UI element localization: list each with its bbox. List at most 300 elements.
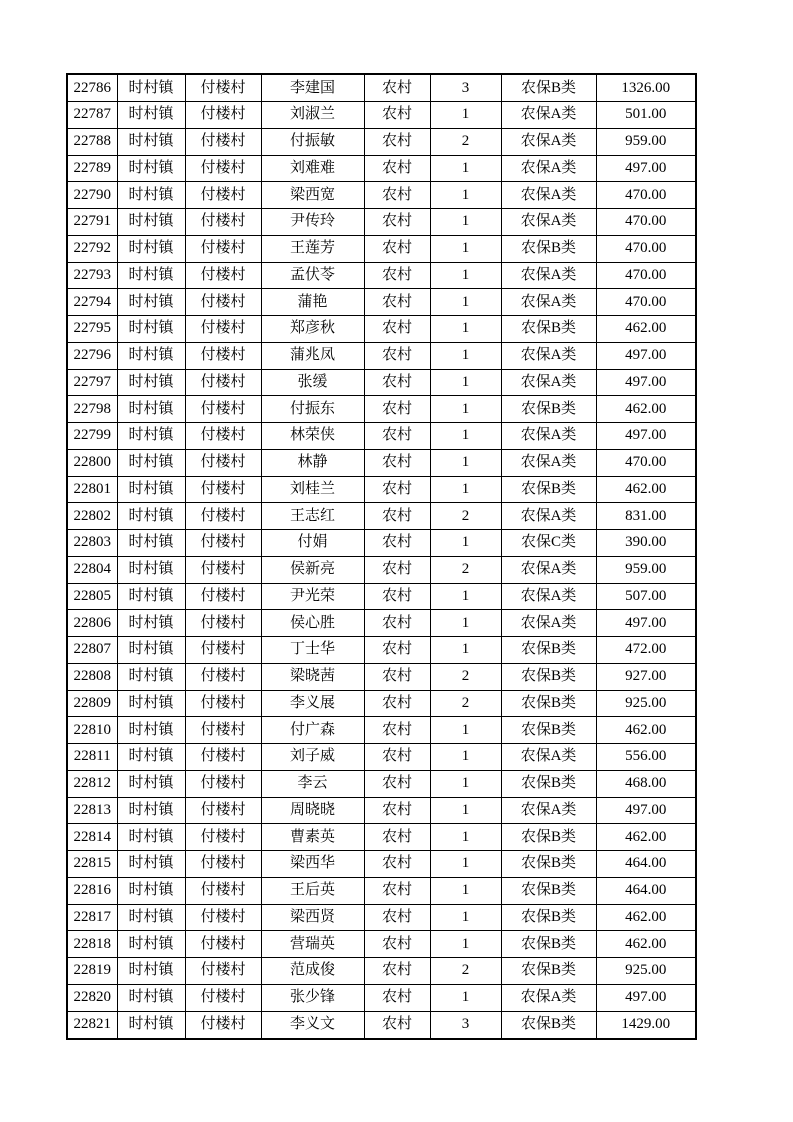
cell-town: 时村镇 bbox=[117, 663, 185, 690]
table-row bbox=[67, 610, 696, 637]
cell-amount: 472.00 bbox=[596, 637, 696, 664]
cell-village: 付楼村 bbox=[185, 690, 261, 717]
cell-person-name: 范成俊 bbox=[261, 958, 364, 985]
cell-insurance-category: 农保B类 bbox=[501, 931, 596, 958]
cell-village: 付楼村 bbox=[185, 610, 261, 637]
cell-area-type: 农村 bbox=[364, 316, 430, 343]
cell-town: 时村镇 bbox=[117, 958, 185, 985]
cell-person-name: 付广森 bbox=[261, 717, 364, 744]
cell-town: 时村镇 bbox=[117, 770, 185, 797]
cell-village: 付楼村 bbox=[185, 316, 261, 343]
cell-person-count: 1 bbox=[430, 637, 501, 664]
cell-insurance-category: 农保A类 bbox=[501, 342, 596, 369]
cell-area-type: 农村 bbox=[364, 369, 430, 396]
cell-village: 付楼村 bbox=[185, 824, 261, 851]
cell-record-id: 22819 bbox=[67, 958, 117, 985]
cell-insurance-category: 农保A类 bbox=[501, 556, 596, 583]
cell-town: 时村镇 bbox=[117, 74, 185, 102]
cell-person-name: 刘淑兰 bbox=[261, 102, 364, 129]
cell-insurance-category: 农保B类 bbox=[501, 904, 596, 931]
cell-area-type: 农村 bbox=[364, 958, 430, 985]
cell-village: 付楼村 bbox=[185, 797, 261, 824]
cell-person-name: 刘子威 bbox=[261, 744, 364, 771]
cell-amount: 501.00 bbox=[596, 102, 696, 129]
cell-record-id: 22818 bbox=[67, 931, 117, 958]
cell-person-count: 2 bbox=[430, 556, 501, 583]
cell-area-type: 农村 bbox=[364, 931, 430, 958]
table-row bbox=[67, 877, 696, 904]
cell-record-id: 22805 bbox=[67, 583, 117, 610]
cell-area-type: 农村 bbox=[364, 262, 430, 289]
cell-village: 付楼村 bbox=[185, 128, 261, 155]
cell-person-name: 梁西华 bbox=[261, 851, 364, 878]
cell-area-type: 农村 bbox=[364, 182, 430, 209]
cell-amount: 462.00 bbox=[596, 316, 696, 343]
cell-town: 时村镇 bbox=[117, 851, 185, 878]
cell-amount: 462.00 bbox=[596, 931, 696, 958]
cell-area-type: 农村 bbox=[364, 1011, 430, 1039]
cell-person-count: 1 bbox=[430, 476, 501, 503]
cell-area-type: 农村 bbox=[364, 423, 430, 450]
cell-town: 时村镇 bbox=[117, 824, 185, 851]
cell-town: 时村镇 bbox=[117, 904, 185, 931]
cell-amount: 470.00 bbox=[596, 182, 696, 209]
cell-insurance-category: 农保A类 bbox=[501, 155, 596, 182]
cell-person-name: 付振敏 bbox=[261, 128, 364, 155]
cell-record-id: 22817 bbox=[67, 904, 117, 931]
cell-record-id: 22786 bbox=[67, 74, 117, 102]
cell-record-id: 22794 bbox=[67, 289, 117, 316]
table-row bbox=[67, 449, 696, 476]
table-row bbox=[67, 824, 696, 851]
cell-area-type: 农村 bbox=[364, 503, 430, 530]
cell-town: 时村镇 bbox=[117, 155, 185, 182]
cell-area-type: 农村 bbox=[364, 476, 430, 503]
table-row bbox=[67, 396, 696, 423]
cell-record-id: 22810 bbox=[67, 717, 117, 744]
cell-town: 时村镇 bbox=[117, 235, 185, 262]
cell-area-type: 农村 bbox=[364, 102, 430, 129]
cell-area-type: 农村 bbox=[364, 209, 430, 236]
cell-amount: 470.00 bbox=[596, 289, 696, 316]
cell-record-id: 22816 bbox=[67, 877, 117, 904]
table-row bbox=[67, 102, 696, 129]
cell-insurance-category: 农保A类 bbox=[501, 102, 596, 129]
cell-amount: 497.00 bbox=[596, 155, 696, 182]
cell-village: 付楼村 bbox=[185, 877, 261, 904]
cell-record-id: 22802 bbox=[67, 503, 117, 530]
cell-person-name: 侯新亮 bbox=[261, 556, 364, 583]
cell-person-name: 张少锋 bbox=[261, 984, 364, 1011]
cell-area-type: 农村 bbox=[364, 235, 430, 262]
table-row bbox=[67, 262, 696, 289]
cell-person-count: 1 bbox=[430, 824, 501, 851]
cell-insurance-category: 农保A类 bbox=[501, 583, 596, 610]
cell-insurance-category: 农保B类 bbox=[501, 396, 596, 423]
cell-amount: 507.00 bbox=[596, 583, 696, 610]
cell-amount: 959.00 bbox=[596, 556, 696, 583]
cell-record-id: 22798 bbox=[67, 396, 117, 423]
cell-village: 付楼村 bbox=[185, 289, 261, 316]
cell-record-id: 22796 bbox=[67, 342, 117, 369]
cell-village: 付楼村 bbox=[185, 423, 261, 450]
cell-amount: 464.00 bbox=[596, 877, 696, 904]
cell-insurance-category: 农保B类 bbox=[501, 958, 596, 985]
cell-record-id: 22803 bbox=[67, 530, 117, 557]
table-row bbox=[67, 182, 696, 209]
table-row bbox=[67, 717, 696, 744]
cell-person-count: 2 bbox=[430, 503, 501, 530]
cell-amount: 470.00 bbox=[596, 449, 696, 476]
cell-area-type: 农村 bbox=[364, 396, 430, 423]
cell-person-name: 尹光荣 bbox=[261, 583, 364, 610]
cell-person-name: 李义展 bbox=[261, 690, 364, 717]
cell-person-count: 1 bbox=[430, 583, 501, 610]
insurance-payment-table bbox=[66, 73, 697, 1040]
cell-record-id: 22814 bbox=[67, 824, 117, 851]
cell-insurance-category: 农保A类 bbox=[501, 262, 596, 289]
table-row bbox=[67, 637, 696, 664]
cell-town: 时村镇 bbox=[117, 1011, 185, 1039]
cell-record-id: 22791 bbox=[67, 209, 117, 236]
cell-person-count: 1 bbox=[430, 530, 501, 557]
cell-record-id: 22789 bbox=[67, 155, 117, 182]
cell-town: 时村镇 bbox=[117, 637, 185, 664]
cell-person-name: 刘难难 bbox=[261, 155, 364, 182]
cell-person-count: 1 bbox=[430, 316, 501, 343]
cell-amount: 470.00 bbox=[596, 209, 696, 236]
cell-amount: 497.00 bbox=[596, 610, 696, 637]
cell-record-id: 22795 bbox=[67, 316, 117, 343]
cell-town: 时村镇 bbox=[117, 396, 185, 423]
table-row bbox=[67, 851, 696, 878]
cell-village: 付楼村 bbox=[185, 1011, 261, 1039]
cell-person-name: 付娟 bbox=[261, 530, 364, 557]
cell-amount: 464.00 bbox=[596, 851, 696, 878]
cell-record-id: 22792 bbox=[67, 235, 117, 262]
cell-insurance-category: 农保B类 bbox=[501, 316, 596, 343]
cell-town: 时村镇 bbox=[117, 316, 185, 343]
cell-amount: 959.00 bbox=[596, 128, 696, 155]
cell-village: 付楼村 bbox=[185, 182, 261, 209]
cell-amount: 462.00 bbox=[596, 396, 696, 423]
cell-village: 付楼村 bbox=[185, 931, 261, 958]
cell-amount: 925.00 bbox=[596, 690, 696, 717]
cell-village: 付楼村 bbox=[185, 396, 261, 423]
table-row bbox=[67, 316, 696, 343]
cell-record-id: 22804 bbox=[67, 556, 117, 583]
cell-area-type: 农村 bbox=[364, 530, 430, 557]
cell-person-count: 1 bbox=[430, 209, 501, 236]
cell-insurance-category: 农保B类 bbox=[501, 637, 596, 664]
cell-village: 付楼村 bbox=[185, 583, 261, 610]
cell-insurance-category: 农保A类 bbox=[501, 503, 596, 530]
cell-area-type: 农村 bbox=[364, 824, 430, 851]
cell-person-count: 1 bbox=[430, 262, 501, 289]
cell-person-name: 曹素英 bbox=[261, 824, 364, 851]
cell-record-id: 22821 bbox=[67, 1011, 117, 1039]
cell-record-id: 22801 bbox=[67, 476, 117, 503]
cell-insurance-category: 农保B类 bbox=[501, 877, 596, 904]
cell-insurance-category: 农保B类 bbox=[501, 851, 596, 878]
cell-village: 付楼村 bbox=[185, 770, 261, 797]
cell-village: 付楼村 bbox=[185, 717, 261, 744]
cell-insurance-category: 农保A类 bbox=[501, 984, 596, 1011]
cell-amount: 497.00 bbox=[596, 342, 696, 369]
cell-person-name: 丁士华 bbox=[261, 637, 364, 664]
table-row bbox=[67, 690, 696, 717]
cell-person-count: 1 bbox=[430, 904, 501, 931]
cell-person-count: 1 bbox=[430, 396, 501, 423]
cell-insurance-category: 农保B类 bbox=[501, 770, 596, 797]
table-row bbox=[67, 423, 696, 450]
table-row bbox=[67, 583, 696, 610]
cell-village: 付楼村 bbox=[185, 904, 261, 931]
cell-person-count: 1 bbox=[430, 182, 501, 209]
cell-amount: 1326.00 bbox=[596, 74, 696, 102]
cell-person-name: 刘桂兰 bbox=[261, 476, 364, 503]
cell-person-count: 1 bbox=[430, 449, 501, 476]
cell-insurance-category: 农保B类 bbox=[501, 74, 596, 102]
table-row bbox=[67, 663, 696, 690]
cell-record-id: 22815 bbox=[67, 851, 117, 878]
cell-amount: 462.00 bbox=[596, 717, 696, 744]
cell-person-count: 1 bbox=[430, 289, 501, 316]
cell-person-name: 梁西宽 bbox=[261, 182, 364, 209]
cell-town: 时村镇 bbox=[117, 583, 185, 610]
cell-person-name: 王后英 bbox=[261, 877, 364, 904]
cell-town: 时村镇 bbox=[117, 476, 185, 503]
cell-area-type: 农村 bbox=[364, 877, 430, 904]
cell-village: 付楼村 bbox=[185, 663, 261, 690]
cell-insurance-category: 农保B类 bbox=[501, 476, 596, 503]
cell-area-type: 农村 bbox=[364, 449, 430, 476]
cell-town: 时村镇 bbox=[117, 690, 185, 717]
cell-town: 时村镇 bbox=[117, 556, 185, 583]
cell-town: 时村镇 bbox=[117, 530, 185, 557]
cell-town: 时村镇 bbox=[117, 289, 185, 316]
cell-person-count: 3 bbox=[430, 74, 501, 102]
table-row bbox=[67, 770, 696, 797]
cell-person-count: 3 bbox=[430, 1011, 501, 1039]
cell-area-type: 农村 bbox=[364, 128, 430, 155]
cell-amount: 462.00 bbox=[596, 476, 696, 503]
cell-insurance-category: 农保A类 bbox=[501, 369, 596, 396]
cell-village: 付楼村 bbox=[185, 744, 261, 771]
cell-village: 付楼村 bbox=[185, 102, 261, 129]
table-row bbox=[67, 235, 696, 262]
cell-insurance-category: 农保A类 bbox=[501, 182, 596, 209]
table-row bbox=[67, 904, 696, 931]
table-row bbox=[67, 476, 696, 503]
cell-town: 时村镇 bbox=[117, 717, 185, 744]
cell-record-id: 22809 bbox=[67, 690, 117, 717]
cell-village: 付楼村 bbox=[185, 235, 261, 262]
cell-record-id: 22788 bbox=[67, 128, 117, 155]
cell-insurance-category: 农保A类 bbox=[501, 744, 596, 771]
cell-person-count: 1 bbox=[430, 102, 501, 129]
cell-person-name: 林荣侠 bbox=[261, 423, 364, 450]
cell-town: 时村镇 bbox=[117, 262, 185, 289]
cell-village: 付楼村 bbox=[185, 449, 261, 476]
cell-village: 付楼村 bbox=[185, 503, 261, 530]
cell-person-count: 1 bbox=[430, 610, 501, 637]
cell-person-count: 1 bbox=[430, 155, 501, 182]
cell-amount: 556.00 bbox=[596, 744, 696, 771]
cell-town: 时村镇 bbox=[117, 877, 185, 904]
cell-village: 付楼村 bbox=[185, 74, 261, 102]
cell-person-name: 侯心胜 bbox=[261, 610, 364, 637]
cell-area-type: 农村 bbox=[364, 637, 430, 664]
cell-record-id: 22813 bbox=[67, 797, 117, 824]
cell-record-id: 22787 bbox=[67, 102, 117, 129]
cell-town: 时村镇 bbox=[117, 369, 185, 396]
cell-area-type: 农村 bbox=[364, 851, 430, 878]
cell-insurance-category: 农保A类 bbox=[501, 128, 596, 155]
cell-area-type: 农村 bbox=[364, 717, 430, 744]
cell-record-id: 22808 bbox=[67, 663, 117, 690]
cell-person-count: 1 bbox=[430, 770, 501, 797]
cell-person-count: 1 bbox=[430, 342, 501, 369]
cell-person-count: 2 bbox=[430, 663, 501, 690]
cell-person-name: 郑彦秋 bbox=[261, 316, 364, 343]
table-row bbox=[67, 128, 696, 155]
cell-insurance-category: 农保A类 bbox=[501, 423, 596, 450]
cell-person-name: 李建国 bbox=[261, 74, 364, 102]
cell-amount: 925.00 bbox=[596, 958, 696, 985]
cell-person-count: 1 bbox=[430, 931, 501, 958]
cell-person-name: 李云 bbox=[261, 770, 364, 797]
cell-town: 时村镇 bbox=[117, 182, 185, 209]
cell-insurance-category: 农保C类 bbox=[501, 530, 596, 557]
table-row bbox=[67, 342, 696, 369]
cell-person-name: 蒲艳 bbox=[261, 289, 364, 316]
cell-person-count: 1 bbox=[430, 235, 501, 262]
cell-record-id: 22806 bbox=[67, 610, 117, 637]
table-row bbox=[67, 1011, 696, 1039]
cell-town: 时村镇 bbox=[117, 984, 185, 1011]
cell-insurance-category: 农保B类 bbox=[501, 690, 596, 717]
cell-village: 付楼村 bbox=[185, 369, 261, 396]
cell-amount: 497.00 bbox=[596, 797, 696, 824]
cell-record-id: 22797 bbox=[67, 369, 117, 396]
cell-town: 时村镇 bbox=[117, 931, 185, 958]
cell-town: 时村镇 bbox=[117, 744, 185, 771]
cell-village: 付楼村 bbox=[185, 155, 261, 182]
cell-record-id: 22820 bbox=[67, 984, 117, 1011]
cell-person-name: 周晓晓 bbox=[261, 797, 364, 824]
cell-area-type: 农村 bbox=[364, 155, 430, 182]
cell-insurance-category: 农保A类 bbox=[501, 610, 596, 637]
cell-area-type: 农村 bbox=[364, 74, 430, 102]
cell-area-type: 农村 bbox=[364, 770, 430, 797]
cell-amount: 497.00 bbox=[596, 984, 696, 1011]
cell-person-count: 1 bbox=[430, 797, 501, 824]
cell-area-type: 农村 bbox=[364, 797, 430, 824]
cell-person-count: 2 bbox=[430, 128, 501, 155]
cell-insurance-category: 农保A类 bbox=[501, 449, 596, 476]
table-row bbox=[67, 931, 696, 958]
cell-insurance-category: 农保B类 bbox=[501, 663, 596, 690]
table-row bbox=[67, 503, 696, 530]
cell-town: 时村镇 bbox=[117, 342, 185, 369]
cell-town: 时村镇 bbox=[117, 503, 185, 530]
cell-record-id: 22793 bbox=[67, 262, 117, 289]
cell-insurance-category: 农保B类 bbox=[501, 235, 596, 262]
cell-area-type: 农村 bbox=[364, 690, 430, 717]
table-body bbox=[67, 74, 696, 1039]
table-row bbox=[67, 556, 696, 583]
cell-record-id: 22799 bbox=[67, 423, 117, 450]
cell-village: 付楼村 bbox=[185, 530, 261, 557]
cell-village: 付楼村 bbox=[185, 342, 261, 369]
cell-person-name: 孟伏苓 bbox=[261, 262, 364, 289]
cell-area-type: 农村 bbox=[364, 744, 430, 771]
table-row bbox=[67, 744, 696, 771]
table-row bbox=[67, 530, 696, 557]
cell-amount: 468.00 bbox=[596, 770, 696, 797]
cell-village: 付楼村 bbox=[185, 556, 261, 583]
cell-person-name: 张缓 bbox=[261, 369, 364, 396]
cell-amount: 927.00 bbox=[596, 663, 696, 690]
table-row bbox=[67, 984, 696, 1011]
table-row bbox=[67, 958, 696, 985]
cell-town: 时村镇 bbox=[117, 610, 185, 637]
cell-town: 时村镇 bbox=[117, 423, 185, 450]
cell-town: 时村镇 bbox=[117, 797, 185, 824]
cell-record-id: 22790 bbox=[67, 182, 117, 209]
cell-area-type: 农村 bbox=[364, 904, 430, 931]
cell-village: 付楼村 bbox=[185, 209, 261, 236]
cell-record-id: 22807 bbox=[67, 637, 117, 664]
cell-person-name: 营瑞英 bbox=[261, 931, 364, 958]
cell-person-count: 1 bbox=[430, 423, 501, 450]
cell-person-name: 王莲芳 bbox=[261, 235, 364, 262]
cell-village: 付楼村 bbox=[185, 637, 261, 664]
table-row bbox=[67, 797, 696, 824]
cell-person-count: 2 bbox=[430, 690, 501, 717]
cell-amount: 462.00 bbox=[596, 824, 696, 851]
cell-person-count: 1 bbox=[430, 717, 501, 744]
cell-amount: 390.00 bbox=[596, 530, 696, 557]
cell-person-name: 梁西贤 bbox=[261, 904, 364, 931]
cell-person-name: 梁晓茜 bbox=[261, 663, 364, 690]
cell-amount: 470.00 bbox=[596, 262, 696, 289]
cell-village: 付楼村 bbox=[185, 851, 261, 878]
cell-person-name: 付振东 bbox=[261, 396, 364, 423]
cell-person-count: 2 bbox=[430, 958, 501, 985]
cell-area-type: 农村 bbox=[364, 984, 430, 1011]
cell-village: 付楼村 bbox=[185, 262, 261, 289]
cell-insurance-category: 农保B类 bbox=[501, 824, 596, 851]
cell-town: 时村镇 bbox=[117, 102, 185, 129]
cell-record-id: 22812 bbox=[67, 770, 117, 797]
cell-insurance-category: 农保B类 bbox=[501, 717, 596, 744]
cell-record-id: 22800 bbox=[67, 449, 117, 476]
cell-insurance-category: 农保A类 bbox=[501, 289, 596, 316]
cell-insurance-category: 农保B类 bbox=[501, 1011, 596, 1039]
table-row bbox=[67, 369, 696, 396]
cell-town: 时村镇 bbox=[117, 449, 185, 476]
cell-person-name: 李义文 bbox=[261, 1011, 364, 1039]
cell-area-type: 农村 bbox=[364, 663, 430, 690]
cell-town: 时村镇 bbox=[117, 128, 185, 155]
cell-record-id: 22811 bbox=[67, 744, 117, 771]
cell-person-count: 1 bbox=[430, 369, 501, 396]
cell-person-name: 林静 bbox=[261, 449, 364, 476]
cell-area-type: 农村 bbox=[364, 289, 430, 316]
cell-amount: 831.00 bbox=[596, 503, 696, 530]
